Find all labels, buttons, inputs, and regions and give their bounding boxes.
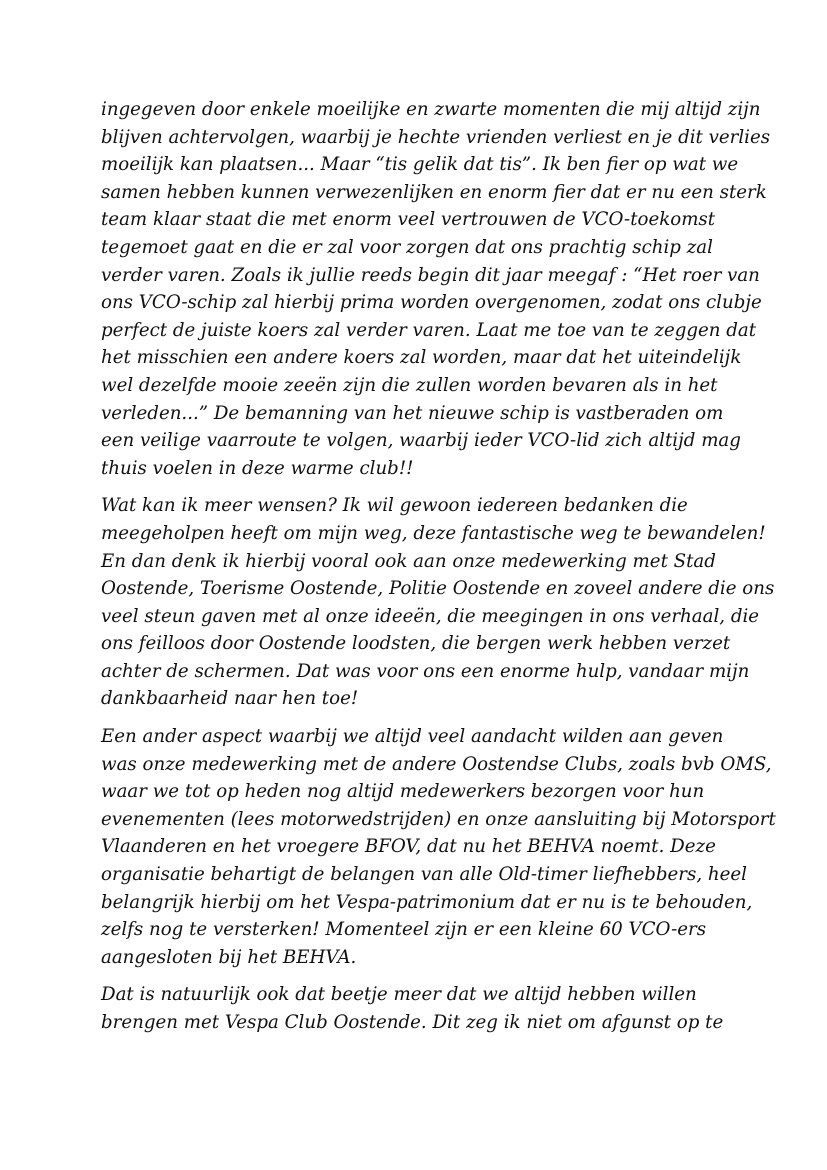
- text-line: dankbaarheid naar hen toe!: [101, 688, 359, 710]
- text-line: samen hebben kunnen verwezenlijken en enorm fier dat er nu een sterk: [101, 181, 767, 203]
- text-line: zelfs nog te versterken! Momenteel zijn er een kleine 60 VCO-ers: [101, 919, 707, 941]
- text-line: En dan denk ik hierbij vooral ook aan onze medewerking met Stad: [101, 550, 716, 572]
- text-line: Een ander aspect waarbij we altijd veel aandacht wilden aan geven: [101, 726, 724, 748]
- text-line: een veilige vaarroute te volgen, waarbij ieder VCO-lid zich altijd mag: [101, 430, 741, 452]
- text-line: perfect de juiste koers zal verder varen. Laat me toe van te zeggen dat: [101, 319, 757, 341]
- paragraph: [101, 492, 775, 713]
- paragraph: [101, 723, 776, 971]
- text-line: team klaar staat die met enorm veel vertrouwen de VCO-toekomst: [101, 209, 716, 231]
- text-line: evenementen (lees motorwedstrijden) en onze aansluiting bij Motorsport: [101, 808, 776, 830]
- text-line: ons VCO-schip zal hierbij prima worden overgenomen, zodat ons clubje: [101, 292, 762, 314]
- text-line: meegeholpen heeft om mijn weg, deze fantastische weg te bewandelen!: [101, 522, 766, 544]
- text-line: verleden...” De bemanning van het nieuwe schip is vastberaden om: [101, 402, 724, 424]
- text-line: ingegeven door enkele moeilijke en zwarte momenten die mij altijd zijn: [101, 99, 761, 120]
- text-line: blijven achtervolgen, waarbij je hechte vrienden verliest en je dit verlies: [101, 126, 771, 148]
- text-line: Dat is natuurlijk ook dat beetje meer dat we altijd hebben willen: [101, 984, 697, 1006]
- text-line: Wat kan ik meer wensen? Ik wil gewoon iedereen bedanken die: [101, 495, 688, 517]
- text-line: veel steun gaven met al onze ideeën, die meegingen in ons verhaal, die: [101, 605, 760, 627]
- text-line: ons feilloos door Oostende loodsten, die bergen werk hebben verzet: [101, 633, 731, 655]
- text-line: wel dezelfde mooie zeeën zijn die zullen worden bevaren als in het: [101, 374, 718, 396]
- text-line: Oostende, Toerisme Oostende, Politie Oostende en zoveel andere die ons: [101, 578, 775, 600]
- text-line: thuis voelen in deze warme club!!: [101, 457, 414, 479]
- text-line: belangrijk hierbij om het Vespa-patrimonium dat er nu is te behouden,: [101, 891, 753, 913]
- text-line: organisatie behartigt de belangen van alle Old-timer liefhebbers, heel: [101, 864, 747, 886]
- text-line: het misschien een andere koers zal worden, maar dat het uiteindelijk: [101, 347, 742, 369]
- body-text: [101, 96, 776, 1047]
- paragraph: [101, 981, 741, 1036]
- text-line: tegemoet gaat en die er zal voor zorgen dat ons prachtig schip zal: [101, 236, 713, 258]
- text-line: brengen met Vespa Club Oostende. Dit zeg ik niet om afgunst op te: [101, 1012, 724, 1033]
- text-line: aangesloten bij het BEHVA.: [101, 946, 357, 968]
- text-line: Vlaanderen en het vroegere BFOV, dat nu het BEHVA noemt. Deze: [101, 836, 716, 858]
- text-line: moeilijk kan plaatsen... Maar “tis gelik dat tis”. Ik ben fier op wat we: [101, 154, 739, 176]
- paragraph: [101, 96, 771, 482]
- text-line: waar we tot op heden nog altijd medewerkers bezorgen voor hun: [101, 781, 705, 803]
- text-line: achter de schermen. Dat was voor ons een enorme hulp, vandaar mijn: [101, 660, 750, 682]
- text-line: verder varen. Zoals ik jullie reeds begin dit jaar meegaf : “Het roer van: [101, 264, 760, 286]
- text-line: was onze medewerking met de andere Oostendse Clubs, zoals bvb OMS,: [101, 753, 772, 775]
